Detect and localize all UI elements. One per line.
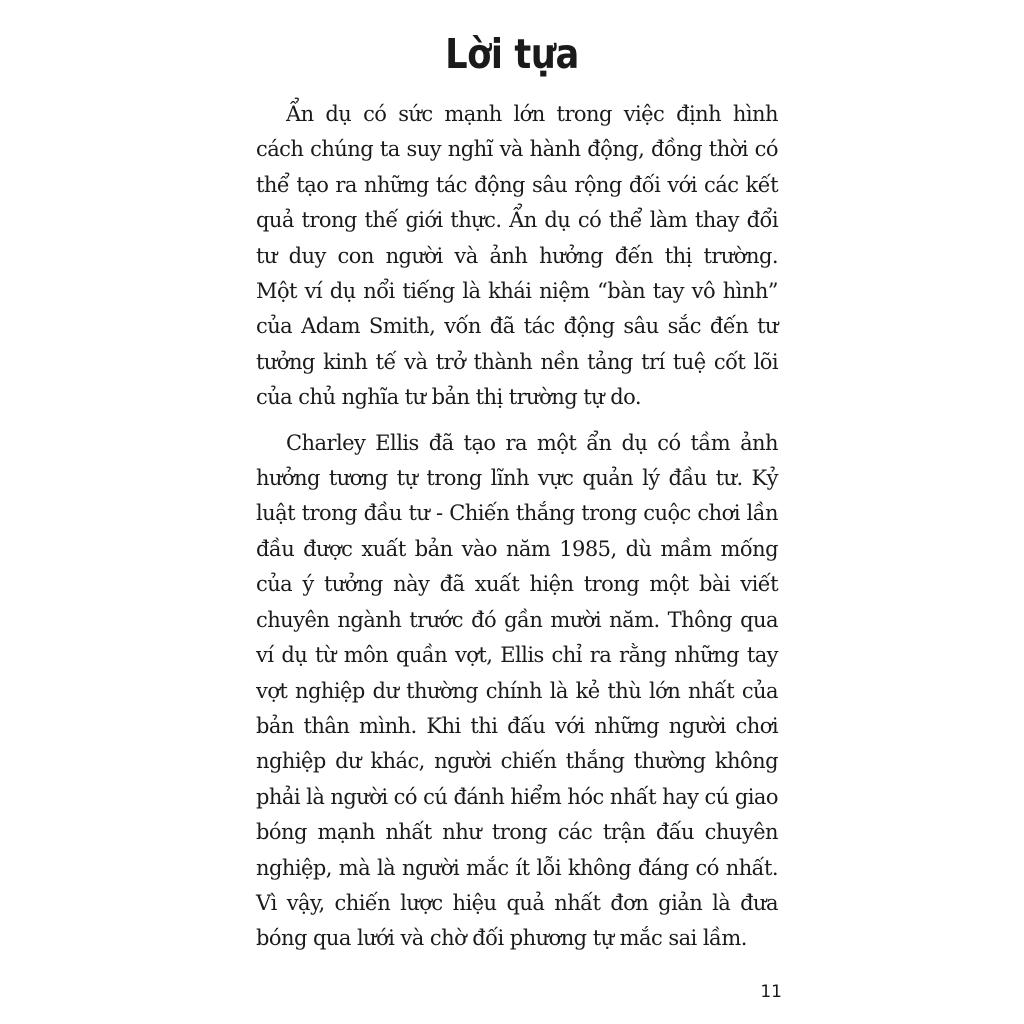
page-number: 11 (760, 982, 782, 1002)
text-line: Một ví dụ nổi tiếng là khái niệm “bàn tay vô hình” (256, 279, 778, 304)
text-line: Vì vậy, chiến lược hiệu quả nhất đơn giản là đưa (256, 890, 778, 915)
text-line: phải là người có cú đánh hiểm hóc nhất hay cú giao (256, 784, 778, 809)
text-line: bản thân mình. Khi thi đấu với những người chơi (256, 713, 778, 738)
text-line: chuyên ngành trước đó gần mười năm. Thông qua (256, 607, 778, 632)
text-line: của Adam Smith, vốn đã tác động sâu sắc đến tư (256, 314, 778, 339)
text-line: luật trong đầu tư - Chiến thắng trong cuộc chơi lần (256, 501, 778, 526)
text-line: vợt nghiệp dư thường chính là kẻ thù lớn nhất của (256, 678, 778, 703)
text-line: thể tạo ra những tác động sâu rộng đối với các kết (256, 172, 778, 197)
text-line: ví dụ từ môn quần vợt, Ellis chỉ ra rằng những tay (256, 643, 778, 668)
text-line: nghiệp, mà là người mắc ít lỗi không đáng có nhất. (256, 855, 778, 880)
text-line: tư duy con người và ảnh hưởng đến thị trường. (256, 243, 778, 268)
text-line: tưởng kinh tế và trở thành nền tảng trí tuệ cốt lõi (256, 349, 778, 374)
text-line: Charley Ellis đã tạo ra một ẩn dụ có tầm ảnh (286, 430, 778, 455)
chapter-title: Lời tựa (445, 30, 579, 78)
text-line: bóng mạnh nhất như trong các trận đấu chuyên (256, 820, 778, 845)
text-line: đầu được xuất bản vào năm 1985, dù mầm mống (256, 536, 778, 561)
text-line: của ý tưởng này đã xuất hiện trong một bài viết (256, 572, 778, 597)
text-line: hưởng tương tự trong lĩnh vực quản lý đầu tư. Kỷ (256, 466, 778, 491)
text-line: của chủ nghĩa tư bản thị trường tự do. (256, 385, 641, 410)
paragraph-2 (256, 426, 778, 957)
body-text (256, 97, 778, 957)
text-line: cách chúng ta suy nghĩ và hành động, đồng thời có (256, 137, 778, 162)
text-line: quả trong thế giới thực. Ẩn dụ có thể làm thay đổi (256, 208, 778, 233)
text-line: bóng qua lưới và chờ đối phương tự mắc sai lầm. (256, 926, 747, 951)
text-line: Ẩn dụ có sức mạnh lớn trong việc định hình (286, 102, 778, 126)
paragraph-1 (256, 97, 778, 416)
text-line: nghiệp dư khác, người chiến thắng thường không (256, 749, 778, 774)
